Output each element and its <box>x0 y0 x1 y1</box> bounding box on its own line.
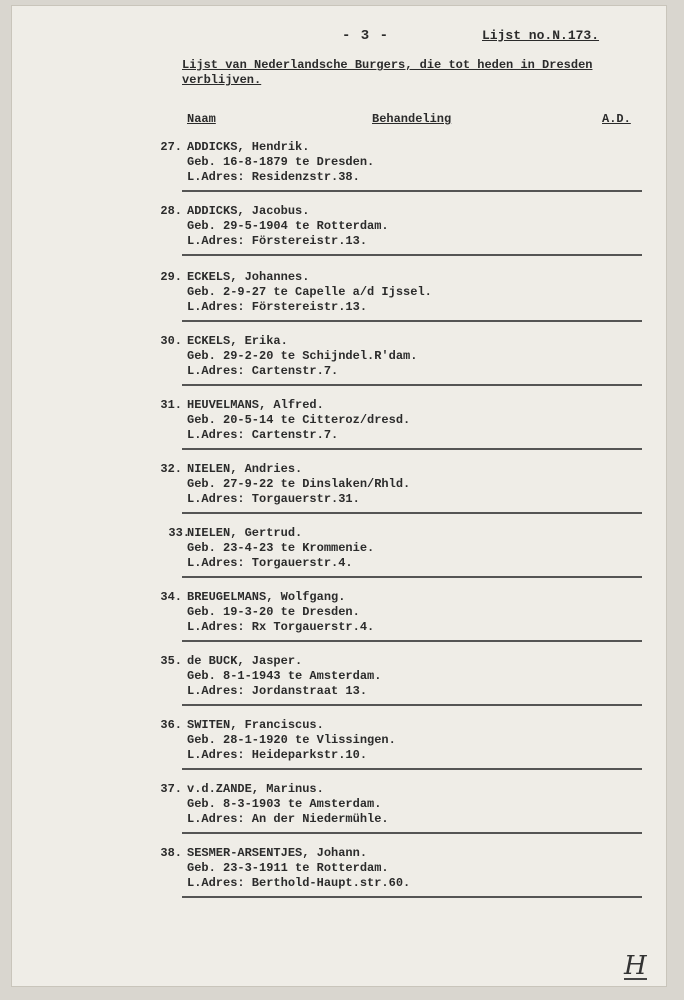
document-title: Lijst van Nederlandsche Burgers, die tot heden in Dresden verblijven. <box>182 58 593 87</box>
entry-address: L.Adres: Förstereistr.13. <box>187 300 368 314</box>
entry-address: L.Adres: Torgauerstr.31. <box>187 492 360 506</box>
page-number: - 3 - <box>342 28 390 44</box>
entry-born: Geb. 8-3-1903 te Amsterdam. <box>187 797 382 811</box>
separator-line <box>182 190 642 192</box>
entry-name: ECKELS, Erika. <box>187 334 288 348</box>
entry-details <box>187 590 374 635</box>
entry-details <box>187 398 410 443</box>
entry-born: Geb. 23-3-1911 te Rotterdam. <box>187 861 389 875</box>
entry-born: Geb. 19-3-20 te Dresden. <box>187 605 360 619</box>
document-page <box>12 6 666 986</box>
entry-address: L.Adres: Cartenstr.7. <box>187 364 339 378</box>
entry-number: 34. <box>160 590 182 604</box>
entry-name: HEUVELMANS, Alfred. <box>187 398 324 412</box>
entry-details <box>187 204 389 249</box>
entry-name: SESMER-ARSENTJES, Johann. <box>187 846 368 860</box>
separator-line <box>182 640 642 642</box>
entry-address: L.Adres: Heideparkstr.10. <box>187 748 368 762</box>
entry-address: L.Adres: Residenzstr.38. <box>187 170 360 184</box>
separator-line <box>182 384 642 386</box>
entry-name: ADDICKS, Jacobus. <box>187 204 310 218</box>
entry-number: 30. <box>160 334 182 348</box>
entry-born: Geb. 29-5-1904 te Rotterdam. <box>187 219 389 233</box>
entry-born: Geb. 28-1-1920 te Vlissingen. <box>187 733 396 747</box>
entry-address: L.Adres: Torgauerstr.4. <box>187 556 353 570</box>
entry-details <box>187 718 396 763</box>
entry-name: ADDICKS, Hendrik. <box>187 140 310 154</box>
entry-born: Geb. 8-1-1943 te Amsterdam. <box>187 669 382 683</box>
entry-born: Geb. 20-5-14 te Citteroz/dresd. <box>187 413 411 427</box>
entry-address: L.Adres: Förstereistr.13. <box>187 234 368 248</box>
entry-details <box>187 782 389 827</box>
entry-details <box>187 462 410 507</box>
entry-number: 38. <box>160 846 182 860</box>
entry-number: 32. <box>160 462 182 476</box>
entry-born: Geb. 23-4-23 te Krommenie. <box>187 541 375 555</box>
entry-details <box>187 654 381 699</box>
column-header-ad: A.D. <box>602 112 631 126</box>
entry-details <box>187 270 432 315</box>
entry-born: Geb. 16-8-1879 te Dresden. <box>187 155 375 169</box>
separator-line <box>182 320 642 322</box>
separator-line <box>182 448 642 450</box>
entry-name: NIELEN, Gertrud. <box>187 526 303 540</box>
entry-born: Geb. 27-9-22 te Dinslaken/Rhld. <box>187 477 411 491</box>
entry-number: 33. <box>168 526 190 540</box>
entry-details <box>187 334 417 379</box>
handwritten-initial: H <box>624 951 647 981</box>
entry-number: 36. <box>160 718 182 732</box>
column-header-behandeling: Behandeling <box>372 112 452 126</box>
separator-line <box>182 254 642 256</box>
entry-number: 31. <box>160 398 182 412</box>
entry-name: v.d.ZANDE, Marinus. <box>187 782 324 796</box>
separator-line <box>182 896 642 898</box>
entry-number: 37. <box>160 782 182 796</box>
entry-details <box>187 526 374 571</box>
entry-name: ECKELS, Johannes. <box>187 270 310 284</box>
separator-line <box>182 768 642 770</box>
entry-born: Geb. 29-2-20 te Schijndel.R'dam. <box>187 349 418 363</box>
entry-number: 28. <box>160 204 182 218</box>
entry-address: L.Adres: Cartenstr.7. <box>187 428 339 442</box>
entry-born: Geb. 2-9-27 te Capelle a/d Ijssel. <box>187 285 432 299</box>
entry-number: 27. <box>160 140 182 154</box>
separator-line <box>182 512 642 514</box>
entry-address: L.Adres: Rx Torgauerstr.4. <box>187 620 375 634</box>
separator-line <box>182 704 642 706</box>
separator-line <box>182 832 642 834</box>
entry-details <box>187 140 374 185</box>
column-header-naam: Naam <box>187 112 216 126</box>
entry-name: NIELEN, Andries. <box>187 462 303 476</box>
list-number: Lijst no.N.173. <box>482 28 600 43</box>
entry-name: de BUCK, Jasper. <box>187 654 303 668</box>
entry-number: 35. <box>160 654 182 668</box>
entry-name: SWITEN, Franciscus. <box>187 718 324 732</box>
entry-address: L.Adres: Jordanstraat 13. <box>187 684 368 698</box>
entry-details <box>187 846 410 891</box>
separator-line <box>182 576 642 578</box>
entry-number: 29. <box>160 270 182 284</box>
entry-address: L.Adres: Berthold-Haupt.str.60. <box>187 876 411 890</box>
entry-address: L.Adres: An der Niedermühle. <box>187 812 389 826</box>
entry-name: BREUGELMANS, Wolfgang. <box>187 590 346 604</box>
